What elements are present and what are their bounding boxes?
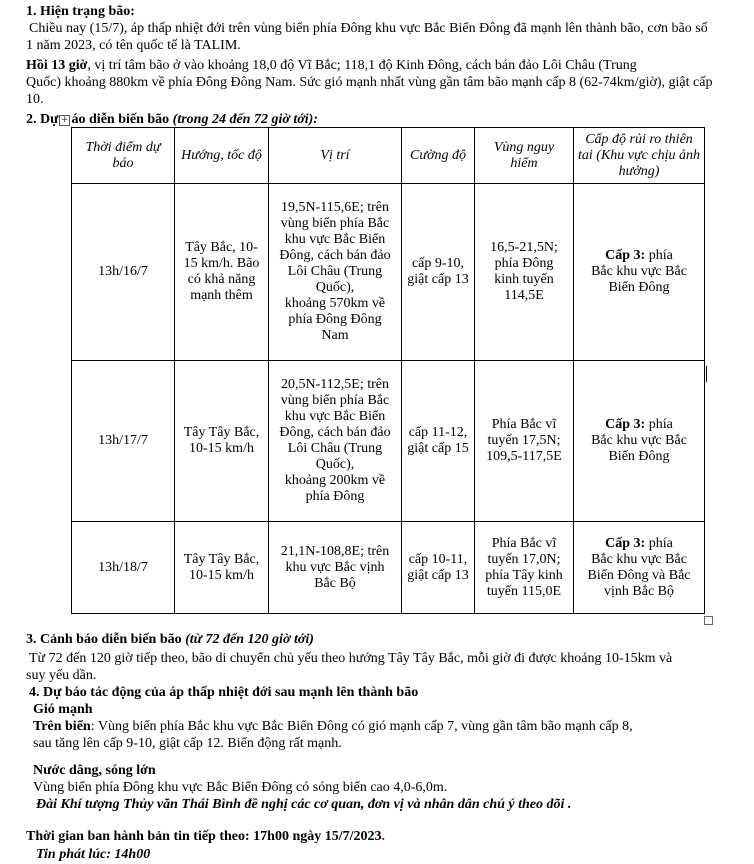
sea-wind-line: Trên biển: Vùng biển phía Bắc khu vực Bắc Biển Đông có gió mạnh cấp 7, vùng gần tâm bão mạnh cấp 8, [33, 719, 633, 734]
warning-paragraph-line: Từ 72 đến 120 giờ tiếp theo, bão di chuyển chủ yếu theo hướng Tây Tây Bắc, mỗi giờ đi được khoảng 10-15km và [29, 651, 673, 666]
surge-line: Vùng biển phía Đông khu vực Bắc Biển Đông có sóng biển cao 4,0-6,0m. [33, 780, 448, 795]
time-label: Hồi 13 giờ [26, 58, 88, 73]
cell-intensity: cấp 11-12, giật cấp 15 [402, 361, 475, 522]
table-move-handle-icon[interactable]: + [60, 115, 69, 125]
position-paragraph-line: Quốc) khoảng 880km về phía Đông Đông Nam. Sức gió mạnh nhất vùng gần tâm bão mạnh cấp 8 (62-74km/giờ), giật cấp [26, 75, 713, 90]
header-risk-level: Cấp độ rủi ro thiên tai (Khu vực chịu ảnh hưởng) [574, 128, 705, 184]
text-cursor [706, 366, 707, 382]
table-row [72, 361, 705, 522]
cell-danger-zone: Phía Bắc vĩ tuyến 17,5N; 109,5-117,5E [475, 361, 574, 522]
surge-subheading: Nước dâng, sóng lớn [33, 763, 156, 778]
header-position: Vị trí [269, 128, 402, 184]
cell-time: 13h/18/7 [72, 522, 175, 614]
table-header-row [72, 128, 705, 184]
cell-direction: Tây Bắc, 10- 15 km/h. Bão có khả năng mạnh thêm [175, 184, 269, 361]
cell-time: 13h/16/7 [72, 184, 175, 361]
cell-risk-level: Cấp 3: phía Bắc khu vực Bắc Biển Đông và Bắc vịnh Bắc Bộ [574, 522, 705, 614]
cell-time: 13h/17/7 [72, 361, 175, 522]
status-paragraph-line: Chiều nay (15/7), áp thấp nhiệt đới trên vùng biển phía Đông khu vực Bắc Biển Đông đã mạnh lên thành bão, cơn bão số [29, 21, 708, 36]
table-row [72, 522, 705, 614]
cell-risk-level: Cấp 3: phía Bắc khu vực Bắc Biển Đông [574, 361, 705, 522]
warning-paragraph-line: suy yếu dần. [26, 668, 97, 683]
forecast-table [71, 127, 705, 614]
status-paragraph-line: 1 năm 2023, có tên quốc tế là TALIM. [26, 38, 241, 53]
cell-direction: Tây Tây Bắc, 10-15 km/h [175, 361, 269, 522]
cell-position: 21,1N-108,8E; trên khu vực Bắc vịnh Bắc Bộ [269, 522, 402, 614]
cell-intensity: cấp 9-10, giật cấp 13 [402, 184, 475, 361]
advice-line: Đài Khí tượng Thủy văn Thái Bình đề nghị các cơ quan, đơn vị và nhân dân chú ý theo dõi . [36, 797, 572, 812]
header-time: Thời điểm dự báo [72, 128, 175, 184]
issued-at-line: Tin phát lúc: 14h00 [36, 847, 151, 862]
next-issue-line: Thời gian ban hành bản tin tiếp theo: 17h00 ngày 15/7/2023. [26, 829, 386, 844]
section-1-heading: 1. Hiện trạng bão: [26, 4, 135, 19]
section-3-heading: 3. Cảnh báo diễn biến bão (từ 72 đến 120 giờ tới) [26, 632, 314, 647]
cell-position: 19,5N-115,6E; trên vùng biển phía Bắc khu vực Bắc Biển Đông, cách bán đảo Lôi Châu (Trung Quốc), khoảng 570km về phía Đông Đông Nam [269, 184, 402, 361]
wind-subheading: Gió mạnh [33, 702, 93, 717]
header-intensity: Cường độ [402, 128, 475, 184]
section-2-heading-part: 2. Dự [26, 112, 59, 127]
header-danger-zone: Vùng nguy hiểm [475, 128, 574, 184]
header-direction: Hướng, tốc độ [175, 128, 269, 184]
position-paragraph-line [26, 58, 637, 74]
position-text: , vị trí tâm bão ở vào khoảng 18,0 độ Vĩ Bắc; 118,1 độ Kinh Đông, cách bán đảo Lôi Châu (Trung [87, 58, 637, 73]
position-paragraph-line: 10. [26, 92, 44, 107]
sea-wind-line: sau tăng lên cấp 9-10, giật cấp 12. Biển động rất mạnh. [33, 736, 342, 751]
section-2-heading-italic: (trong 24 đến 72 giờ tới): [172, 112, 318, 127]
cell-intensity: cấp 10-11, giật cấp 13 [402, 522, 475, 614]
table-row [72, 184, 705, 361]
section-2-heading-part: áo diễn biến bão [71, 112, 170, 127]
cell-danger-zone: 16,5-21,5N; phía Đông kinh tuyến 114,5E [475, 184, 574, 361]
cell-position: 20,5N-112,5E; trên vùng biển phía Bắc khu vực Bắc Biển Đông, cách bán đảo Lôi Châu (Trung Quốc), khoảng 200km về phía Đông [269, 361, 402, 522]
table-resize-handle[interactable] [704, 616, 713, 625]
cell-risk-level: Cấp 3: phía Bắc khu vực Bắc Biển Đông [574, 184, 705, 361]
cell-danger-zone: Phía Bắc vĩ tuyến 17,0N; phía Tây kinh tuyến 115,0E [475, 522, 574, 614]
section-4-heading: 4. Dự báo tác động của áp thấp nhiệt đới sau mạnh lên thành bão [29, 685, 419, 700]
cell-direction: Tây Tây Bắc, 10-15 km/h [175, 522, 269, 614]
